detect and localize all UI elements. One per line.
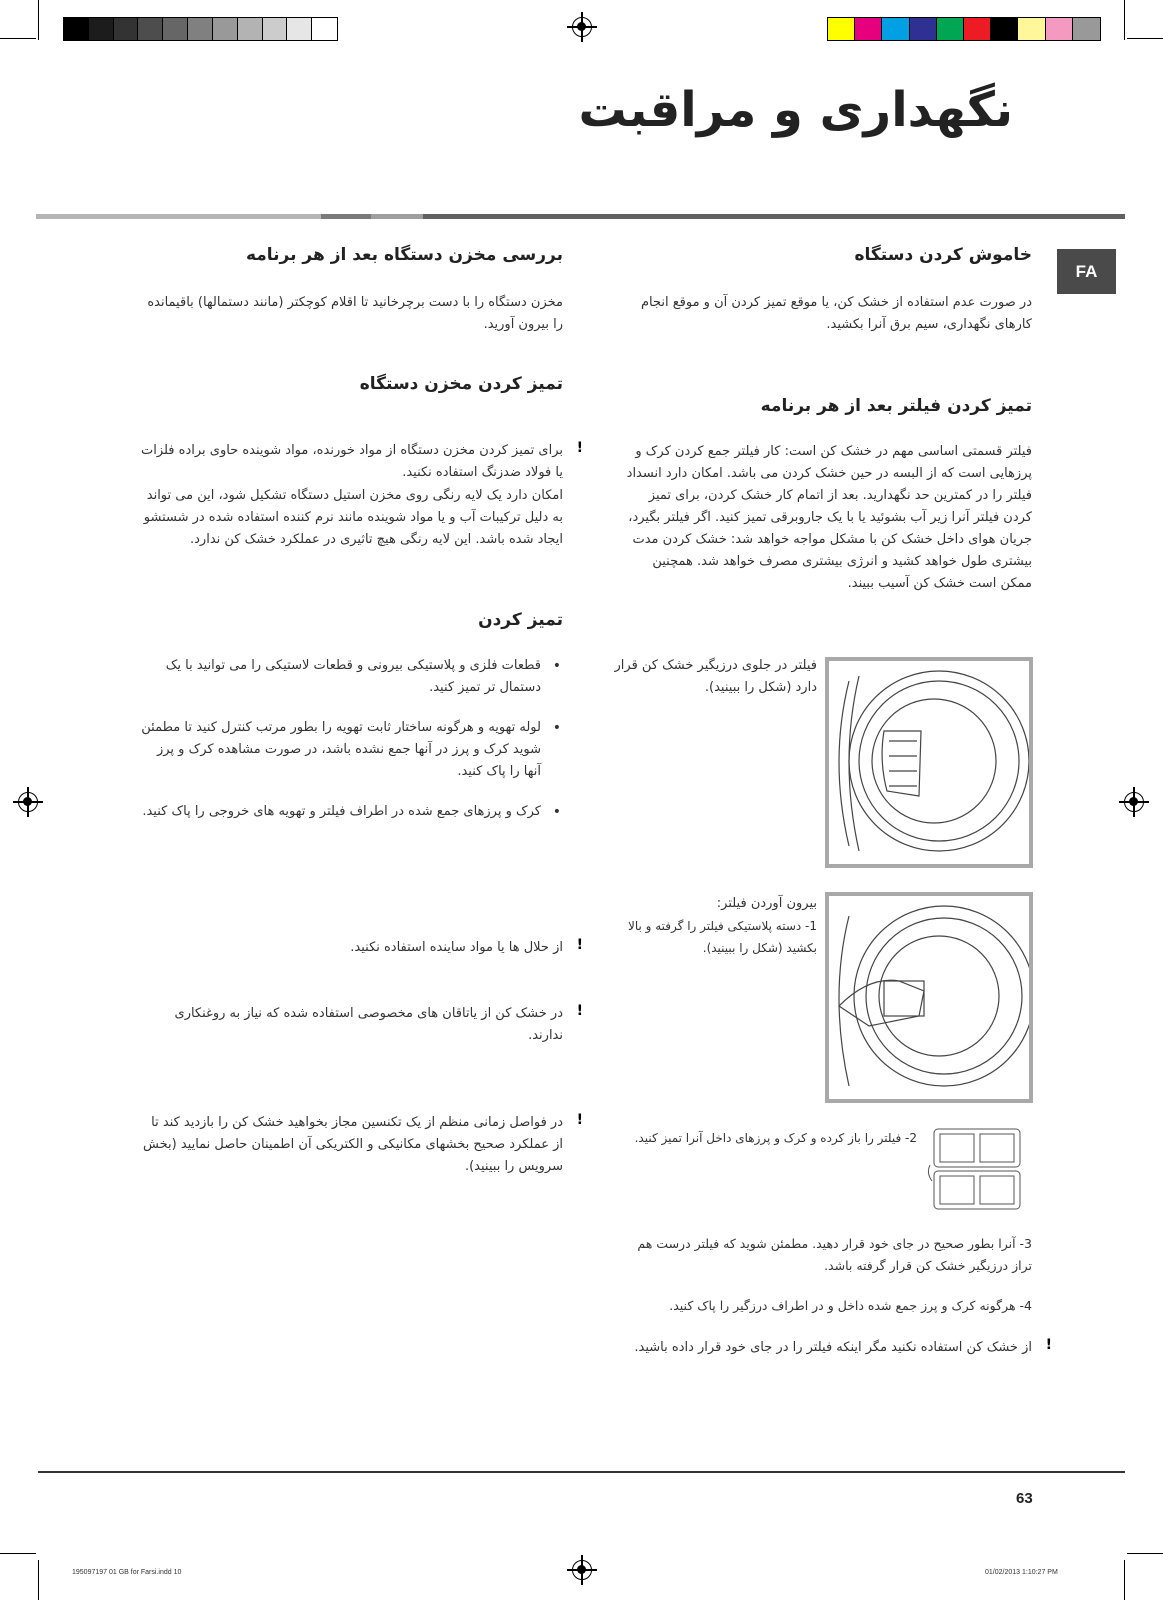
warning-icon: ! — [576, 440, 583, 456]
step-4: 4- هرگونه کرک و پرز جمع شده داخل و در اطراف درزگیر را پاک کنید. — [669, 1298, 1032, 1313]
filter-warning — [622, 1337, 1052, 1359]
figure-2-caption-body: 1- دسته پلاستیکی فیلتر را گرفته و بالا بکشید (شکل را ببینید). — [627, 919, 817, 955]
timestamp-slug: 01/02/2013 1:10:27 PM — [985, 1569, 1058, 1576]
dryer-door-illustration — [829, 661, 1029, 864]
bearing-warning — [140, 1003, 583, 1047]
file-slug: 195097197 01 GB for Farsi.indd 10 — [72, 1569, 182, 1576]
gray-swatch — [138, 18, 163, 40]
drum-cleaning-warning-text: برای تمیز کردن مخزن دستگاه از مواد خورنده، مواد شوینده حاوی براده فلزات یا فولاد ضدزنگ استفاده نکنید. — [140, 443, 563, 480]
figure-filter-removal — [825, 892, 1033, 1103]
color-swatch — [855, 18, 882, 40]
grayscale-calibration-bar — [63, 17, 338, 41]
list-item: • لوله تهویه و هرگونه ساختار ثابت تهویه را بطور مرتب کنترل کنید تا مطمئن شوید کرک و پرز در آنها جمع نشده باشد، در صورت مشاهده کرک و پرز آنها را پاک کنید. — [140, 717, 563, 783]
registration-mark-icon — [1124, 792, 1144, 812]
drum-cleaning-paragraph: امکان دارد یک لایه رنگی روی مخزن استیل دستگاه تشکیل شود، این می تواند به دلیل ترکیبات آب و یا مواد شوینده مانند نرم کننده استفاده شده در شستشو ایجاد شده باشد. این لایه رنگی هیچ تاثیری در عملکرد خشک کن ندارد. — [143, 488, 563, 547]
crop-mark — [1124, 1560, 1125, 1600]
crop-mark — [0, 38, 36, 39]
list-item: • کرک و پرزهای جمع شده در اطراف فیلتر و تهویه های خروجی را پاک کنید. — [140, 801, 563, 823]
language-badge: FA — [1057, 249, 1116, 294]
section-heading-drum-check: بررسی مخزن دستگاه بعد از هر برنامه — [245, 245, 563, 265]
cleaning-list — [140, 655, 563, 823]
crop-mark — [1127, 38, 1163, 39]
gray-swatch — [312, 18, 337, 40]
warning-icon: ! — [576, 1112, 583, 1128]
gray-swatch — [114, 18, 139, 40]
color-swatch — [882, 18, 909, 40]
section-heading-filter-cleaning: تمیز کردن فیلتر بعد از هر برنامه — [760, 396, 1032, 416]
page-title: نگهداری و مراقبت — [578, 82, 1013, 138]
solvent-warning — [140, 937, 583, 959]
open-filter-illustration — [926, 1125, 1026, 1213]
drum-check-paragraph: مخزن دستگاه را با دست برچرخانید تا اقلام کوچکتر (مانند دستمالها) باقیمانده را بیرون آورید. — [147, 295, 563, 332]
page-number: 63 — [1016, 1490, 1033, 1507]
crop-mark — [1127, 1553, 1163, 1554]
color-swatch — [964, 18, 991, 40]
step-2: 2- فیلتر را باز کرده و کرک و پرزهای داخل آنرا تمیز کنید. — [634, 1131, 917, 1145]
section-heading-cleaning: تمیز کردن — [478, 610, 563, 630]
registration-mark-icon — [572, 17, 592, 37]
registration-mark-icon — [18, 792, 38, 812]
gray-swatch — [163, 18, 188, 40]
figure-door-filter — [825, 657, 1033, 868]
section-heading-power-off: خاموش کردن دستگاه — [854, 245, 1032, 265]
gray-swatch — [263, 18, 288, 40]
gray-swatch — [89, 18, 114, 40]
crop-mark — [0, 1553, 36, 1554]
service-warning — [140, 1112, 583, 1178]
registration-mark-icon — [572, 1560, 592, 1580]
bearing-warning-text: در خشک کن از یاتاقان های مخصوصی استفاده شده که نیاز به روغنکاری ندارند. — [174, 1006, 563, 1043]
section-heading-drum-cleaning: تمیز کردن مخزن دستگاه — [359, 374, 563, 394]
gray-swatch — [287, 18, 312, 40]
filter-cleaning-paragraph: فیلتر قسمتی اساسی مهم در خشک کن است: کار فیلتر جمع کردن کرک و پرزهایی است که از البسه در حین خشک کردن می باشد. امکان دارد انسداد فیلتر را در کمترین حد نگهدارید. بعد از اتمام کار خشک کردن، برای تمیز کردن فیلتر آنرا زیر آب بشوئید یا با یک جاروبرقی تمیز کنید. اگر فیلتر بگیرد، جریان هوای داخل خشک کن با مشکل مواجه خواهد شد: خشک کردن مدت بیشتری طول خواهد کشید و انرژی بیشتری مصرف خواهد شد. همچنین ممکن است خشک کن آسیب ببیند. — [626, 444, 1032, 591]
color-swatch — [1046, 18, 1073, 40]
color-swatch — [828, 18, 855, 40]
crop-mark — [38, 0, 39, 40]
solvent-warning-text: از حلال ها یا مواد ساینده استفاده نکنید. — [350, 940, 563, 955]
service-warning-text: در فواصل زمانی منظم از یک تکنسین مجاز بخواهید خشک کن را بازدید کند تا از عملکرد صحیح بخشهای مکانیکی و الکتریکی آن اطمینان حاصل نمایید (بخش سرویس را ببینید). — [143, 1115, 563, 1174]
drum-cleaning-warning — [140, 440, 583, 484]
gray-swatch — [64, 18, 89, 40]
color-swatch — [1073, 18, 1100, 40]
warning-icon: ! — [576, 937, 583, 953]
figure-2-caption-title: بیرون آوردن فیلتر: — [716, 896, 817, 911]
footer-rule — [38, 1471, 1125, 1473]
warning-icon: ! — [576, 1003, 583, 1019]
power-off-paragraph: در صورت عدم استفاده از خشک کن، یا موقع تمیز کردن آن و موقع انجام کارهای نگهداری، سیم برق آنرا بکشید. — [640, 295, 1032, 332]
warning-icon: ! — [1045, 1337, 1052, 1353]
crop-mark — [38, 1560, 39, 1600]
color-calibration-bar — [827, 17, 1101, 41]
filter-removal-illustration — [829, 896, 1029, 1099]
list-item: • قطعات فلزی و پلاستیکی بیرونی و قطعات لاستیکی را می توانید با یک دستمال تر تمیز کنید. — [140, 655, 563, 699]
header-rule — [36, 214, 1125, 219]
color-swatch — [991, 18, 1018, 40]
filter-warning-text: از خشک کن استفاده نکنید مگر اینکه فیلتر را در جای خود قرار داده باشید. — [634, 1340, 1032, 1355]
color-swatch — [937, 18, 964, 40]
gray-swatch — [188, 18, 213, 40]
gray-swatch — [213, 18, 238, 40]
color-swatch — [910, 18, 937, 40]
figure-1-caption: فیلتر در جلوی درزیگیر خشک کن قرار دارد (شکل را ببینید). — [614, 658, 817, 695]
crop-mark — [1124, 0, 1125, 40]
figure-open-filter — [926, 1125, 1026, 1213]
color-swatch — [1018, 18, 1045, 40]
gray-swatch — [238, 18, 263, 40]
step-3: 3- آنرا بطور صحیح در جای خود قرار دهید. مطمئن شوید که فیلتر درست هم تراز درزیگیر خشک کن قرار گرفته باشد. — [637, 1236, 1032, 1273]
